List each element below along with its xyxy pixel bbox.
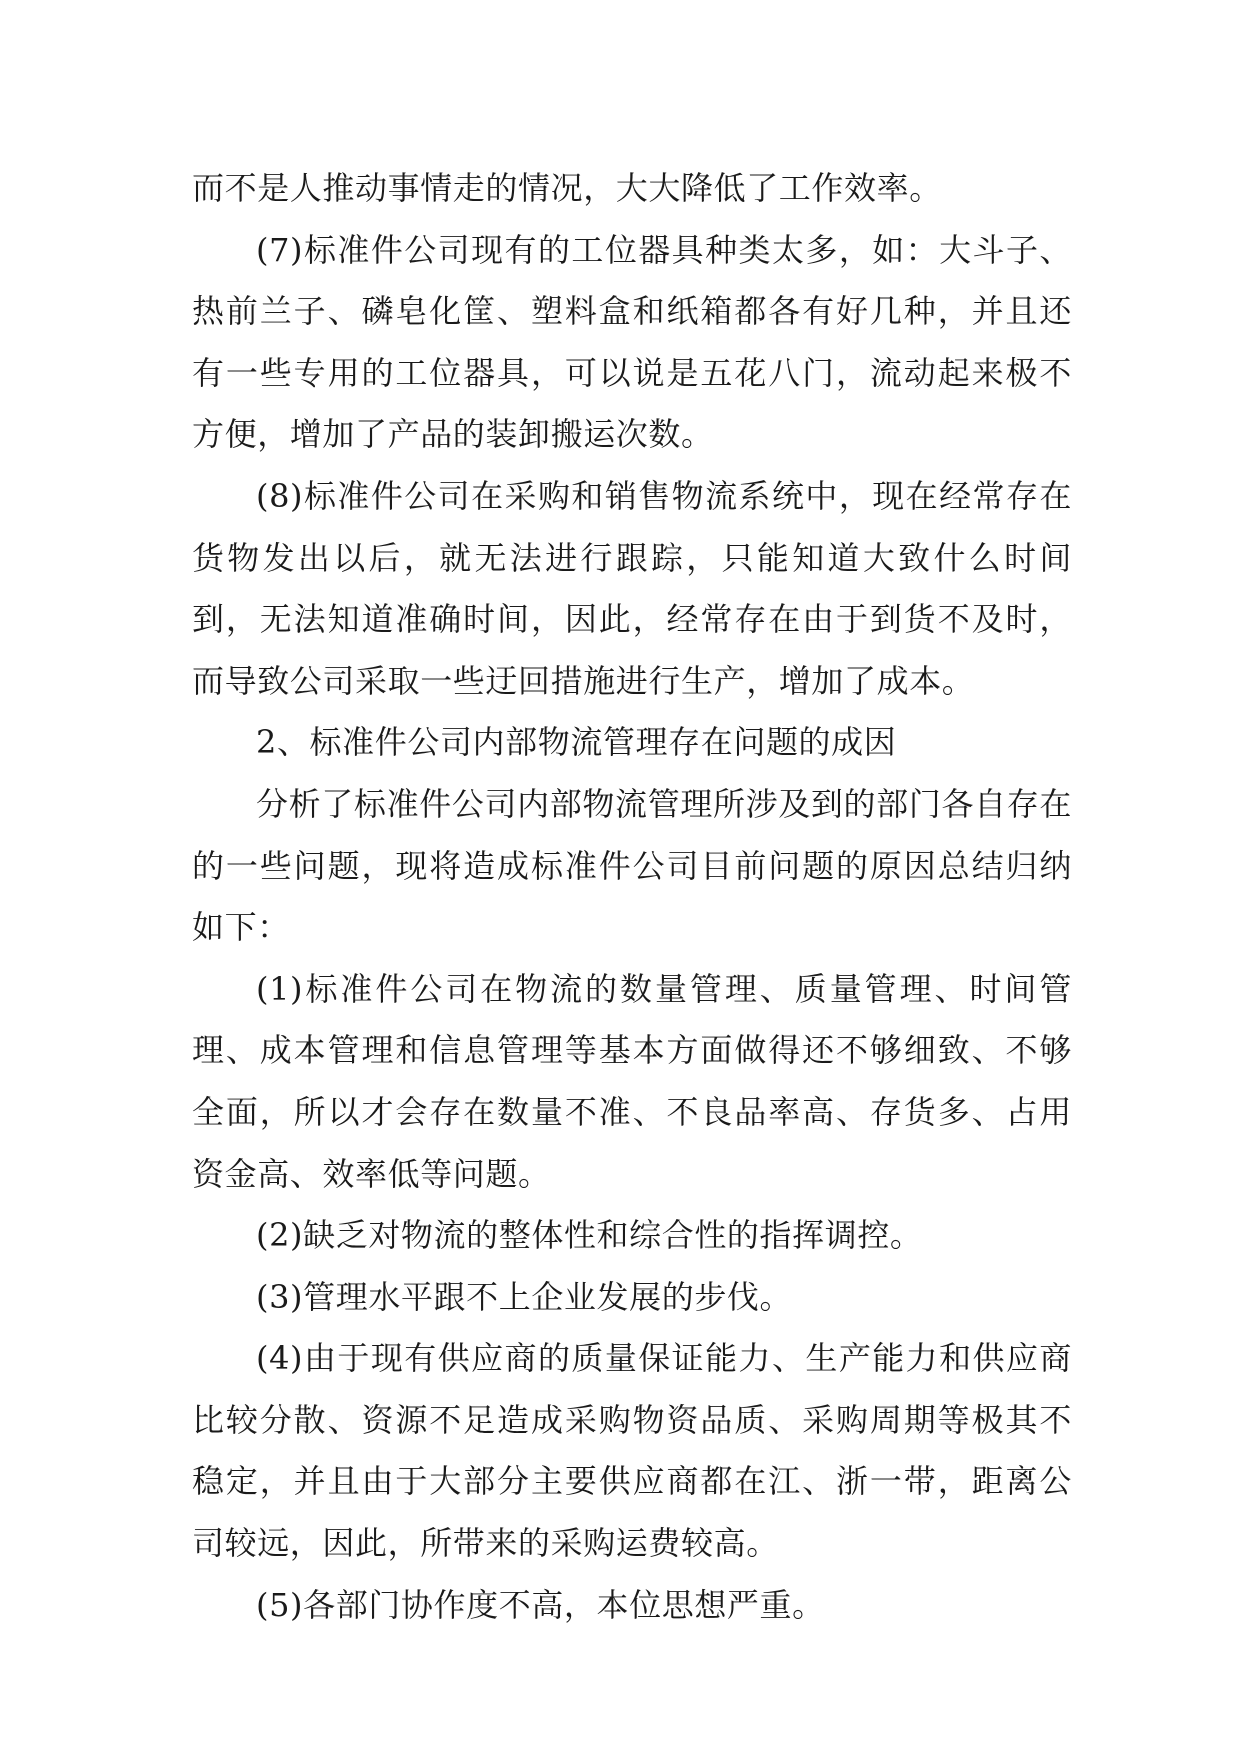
paragraph-continuation: 而不是人推动事情走的情况，大大降低了工作效率。 <box>192 169 942 207</box>
paragraph-item-8: (8)标准件公司在采购和销售物流系统中，现在经常存在货物发出以后，就无法进行跟踪，只能知道大致什么时间到，无法知道准确时间，因此，经常存在由于到货不及时，而导致公司采取一些迂回措施进行生产，增加了成本。 <box>192 476 1072 700</box>
paragraph-intro: 分析了标准件公司内部物流管理所涉及到的部门各自存在的一些问题，现将造成标准件公司目前问题的原因总结归纳如下： <box>192 784 1072 947</box>
paragraph-cause-2: (2)缺乏对物流的整体性和综合性的指挥调控。 <box>256 1216 923 1255</box>
paragraph-cause-5: (5)各部门协作度不高，本位思想严重。 <box>256 1585 825 1624</box>
paragraph-cause-1: (1)标准件公司在物流的数量管理、质量管理、时间管理、成本管理和信息管理等基本方面做得还不够细致、不够全面，所以才会存在数量不准、不良品率高、存货多、占用资金高、效率低等问题。 <box>192 969 1072 1193</box>
section-heading: 2、标准件公司内部物流管理存在问题的成因 <box>256 723 897 762</box>
document-body <box>192 158 1072 1636</box>
paragraph-cause-4: (4)由于现有供应商的质量保证能力、生产能力和供应商比较分散、资源不足造成采购物资品质、采购周期等极其不稳定，并且由于大部分主要供应商都在江、浙一带，距离公司较远，因此，所带来的采购运费较高。 <box>192 1339 1072 1563</box>
paragraph-item-7: (7)标准件公司现有的工位器具种类太多，如：大斗子、热前兰子、磷皂化筐、塑料盒和纸箱都各有好几种，并且还有一些专用的工位器具，可以说是五花八门，流动起来极不方便，增加了产品的装卸搬运次数。 <box>192 230 1072 454</box>
paragraph-cause-3: (3)管理水平跟不上企业发展的步伐。 <box>256 1277 793 1316</box>
